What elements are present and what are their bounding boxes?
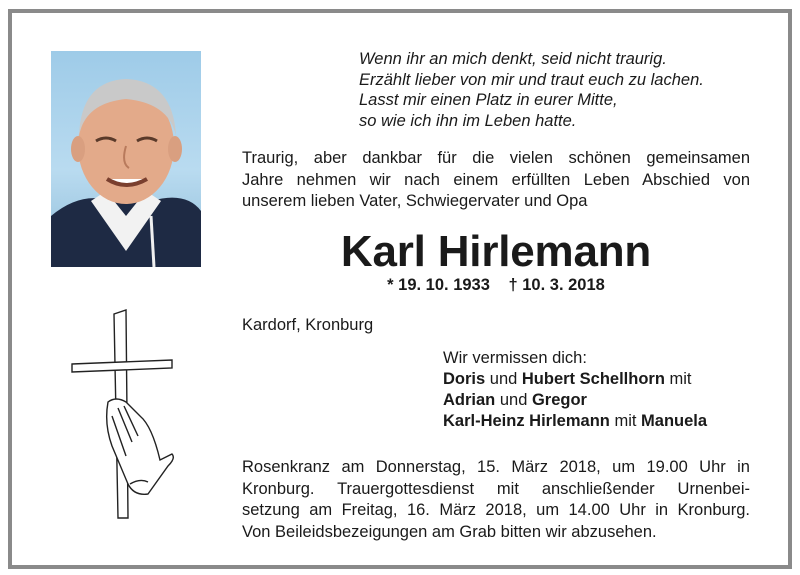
conjunction: mit <box>664 370 692 388</box>
conjunction: mit <box>609 412 642 430</box>
mourners-line <box>443 369 707 390</box>
birth-date: * 19. 10. 1933 <box>387 276 490 294</box>
poem-line: Wenn ihr an mich denkt, seid nicht traurig. <box>359 50 667 68</box>
poem-line: so wie ich ihn im Leben hatte. <box>359 111 577 130</box>
poem-line: Lasst mir einen Platz in eurer Mitte, <box>359 91 618 109</box>
intro-text <box>242 148 750 213</box>
place-of-residence: Kardorf, Kronburg <box>242 316 374 334</box>
mourner-name: Adrian <box>443 391 496 409</box>
intro-line: unserem lieben Vater, Schwiegervater und Opa <box>242 192 588 210</box>
death-date: † 10. 3. 2018 <box>508 276 605 294</box>
mourner-name: Doris <box>443 370 486 388</box>
life-dates <box>242 276 750 295</box>
notice-line: Kronburg. Trauergottesdienst mit anschließender Urnenbei- <box>242 479 750 498</box>
mourner-name: Karl-Heinz Hirlemann <box>443 412 610 430</box>
intro-line: Traurig, aber dankbar für die vielen schönen gemeinsamen <box>242 149 750 167</box>
mourners-block <box>443 348 707 432</box>
portrait-illustration <box>51 51 201 267</box>
notice-line: Von Beileidsbezeigungen am Grab bitten wir abzusehen. <box>242 522 657 541</box>
poem <box>359 49 704 131</box>
conjunction: und <box>495 391 532 409</box>
cross-with-praying-hands-icon <box>68 306 184 522</box>
deceased-name: Karl Hirlemann <box>340 227 652 276</box>
mourners-line <box>443 411 707 432</box>
portrait-photo <box>51 51 201 267</box>
conjunction: und <box>485 370 522 388</box>
mourner-name: Gregor <box>531 391 587 409</box>
poem-line: Erzählt lieber von mir und traut euch zu lachen. <box>359 70 704 89</box>
mourners-line <box>443 390 707 411</box>
service-notice <box>242 457 750 543</box>
notice-line: setzung am Freitag, 16. März 2018, um 14.00 Uhr in Kronburg. <box>242 501 750 519</box>
intro-line: Jahre nehmen wir nach einem erfüllten Leben Abschied von <box>242 170 750 189</box>
mourner-name: Manuela <box>641 412 708 430</box>
mourners-heading: Wir vermissen dich: <box>443 349 587 367</box>
mourner-name: Hubert Schellhorn <box>521 370 665 388</box>
notice-line: Rosenkranz am Donnerstag, 15. März 2018, um 19.00 Uhr in <box>242 458 750 476</box>
